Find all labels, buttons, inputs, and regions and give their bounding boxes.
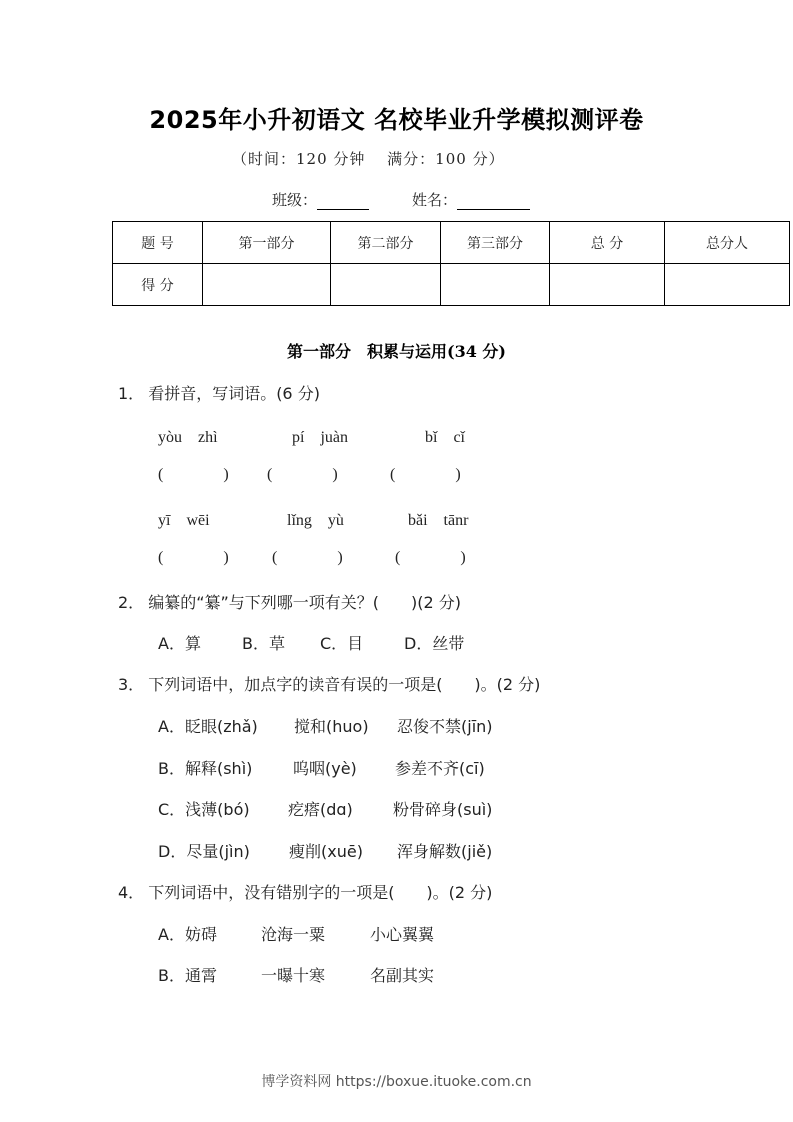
answer-blank-5[interactable]: ( ) <box>272 549 343 566</box>
name-label: 姓名： <box>412 191 458 209</box>
option-b[interactable]: B．草 <box>242 634 285 653</box>
question-2 <box>118 590 461 613</box>
question-number: 3． <box>118 675 145 694</box>
option-a-word-3: 忍俊不禁(jīn) <box>397 717 493 736</box>
option-b-word-2: 呜咽(yè) <box>293 759 357 778</box>
option-c[interactable]: C．浅薄(bó) <box>158 800 250 819</box>
question-text: 下列词语中，没有错别字的一项是( )。(2 分) <box>148 883 493 902</box>
score-cell-grader[interactable] <box>665 264 790 306</box>
answer-blank-6[interactable]: ( ) <box>395 549 466 566</box>
question-text: 看拼音，写词语。(6 分) <box>148 384 320 403</box>
question-number: 1． <box>118 384 145 403</box>
answer-blank-2[interactable]: ( ) <box>267 466 338 483</box>
option-b[interactable]: B．通霄 <box>158 966 217 985</box>
name-blank[interactable] <box>457 193 530 210</box>
header-total: 总 分 <box>550 222 665 264</box>
footer-watermark: 博学资料网 https://boxue.ituoke.com.cn <box>261 1074 532 1090</box>
option-d-word-2: 瘦削(xuē) <box>289 842 363 861</box>
option-c[interactable]: C．目 <box>320 634 364 653</box>
question-4 <box>118 880 492 903</box>
question-1 <box>118 381 320 404</box>
header-part-3: 第三部分 <box>441 222 550 264</box>
pinyin-pijuan: pí juàn <box>292 429 348 446</box>
question-number: 4． <box>118 883 145 902</box>
option-b-word-3: 参差不齐(cī) <box>395 759 485 778</box>
score-table <box>112 221 790 306</box>
score-cell-part-2[interactable] <box>331 264 441 306</box>
option-a-word-2: 搅和(huo) <box>294 717 369 736</box>
option-a[interactable]: A．眨眼(zhǎ) <box>158 717 258 736</box>
pinyin-baitanr: bǎi tānr <box>408 512 469 529</box>
score-table-header-row <box>113 222 790 264</box>
header-grader: 总分人 <box>665 222 790 264</box>
question-text: 下列词语中，加点字的读音有误的一项是( )。(2 分) <box>148 675 541 694</box>
option-d[interactable]: D．丝带 <box>404 634 465 653</box>
score-cell-total[interactable] <box>550 264 665 306</box>
row-label-score: 得 分 <box>113 264 203 306</box>
pinyin-yiwei: yī wēi <box>158 512 210 529</box>
exam-time-and-score: （时间：120 分钟 满分：100 分） <box>232 150 505 168</box>
pinyin-youzhi: yòu zhì <box>158 429 218 446</box>
option-b-word-3: 名副其实 <box>370 966 435 985</box>
header-part-1: 第一部分 <box>203 222 331 264</box>
page-title: 2025年小升初语文 名校毕业升学模拟测评卷 <box>149 106 644 134</box>
option-d[interactable]: D．尽量(jìn) <box>158 842 250 861</box>
class-field[interactable] <box>272 189 369 210</box>
question-text: 编纂的“纂”与下列哪一项有关？( )(2 分) <box>148 593 462 612</box>
option-a[interactable]: A．妨碍 <box>158 925 217 944</box>
option-a-word-2: 沧海一粟 <box>261 925 326 944</box>
option-d-word-3: 浑身解数(jiě) <box>397 842 493 861</box>
answer-blank-1[interactable]: ( ) <box>158 466 229 483</box>
header-question-number: 题 号 <box>113 222 203 264</box>
option-a-word-3: 小心翼翼 <box>370 925 435 944</box>
score-cell-part-3[interactable] <box>441 264 550 306</box>
score-cell-part-1[interactable] <box>203 264 331 306</box>
option-a[interactable]: A．算 <box>158 634 201 653</box>
pinyin-bici: bǐ cǐ <box>425 429 465 446</box>
option-c-word-3: 粉骨碎身(suì) <box>393 800 493 819</box>
name-field[interactable] <box>412 189 530 210</box>
option-c-word-2: 疙瘩(dɑ) <box>288 800 353 819</box>
question-3 <box>118 672 540 695</box>
pinyin-lingyu: lǐng yù <box>287 512 344 529</box>
section-heading: 第一部分 积累与运用(34 分) <box>287 342 506 361</box>
class-label: 班级： <box>272 191 318 209</box>
answer-blank-3[interactable]: ( ) <box>390 466 461 483</box>
option-b[interactable]: B．解释(shì) <box>158 759 253 778</box>
score-table-score-row <box>113 264 790 306</box>
option-b-word-2: 一曝十寒 <box>261 966 326 985</box>
header-part-2: 第二部分 <box>331 222 441 264</box>
question-number: 2． <box>118 593 145 612</box>
class-blank[interactable] <box>317 193 369 210</box>
answer-blank-4[interactable]: ( ) <box>158 549 229 566</box>
